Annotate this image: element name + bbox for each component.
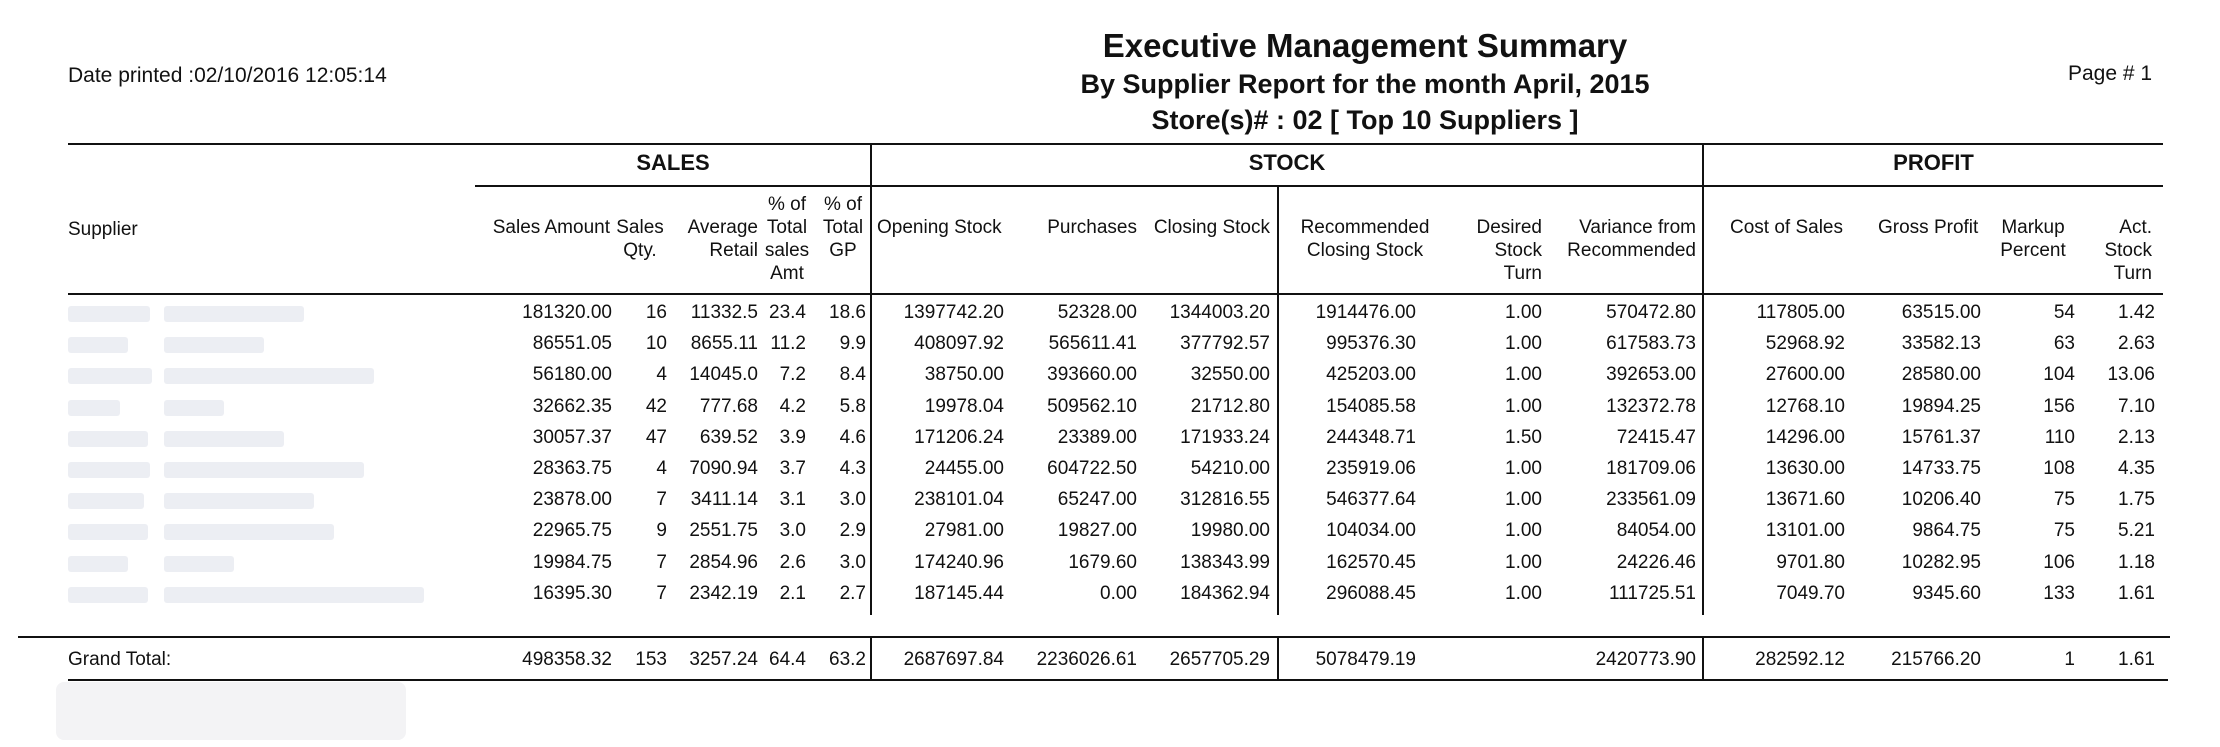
table-cell: 14296.00 xyxy=(1765,426,1845,448)
table-cell: 3.0 xyxy=(839,489,866,511)
total-top-rule xyxy=(18,636,2170,638)
table-cell: 5.21 xyxy=(2118,520,2155,542)
grand-total-cell: 498358.32 xyxy=(522,649,612,670)
col-act-stock-turn: Act. Stock Turn xyxy=(2104,217,2152,284)
table-cell: 7 xyxy=(656,551,667,573)
col-pct-total-sales: % of Total sales Amt xyxy=(764,194,810,284)
table-cell: 171933.24 xyxy=(1180,426,1270,448)
table-cell: 1.00 xyxy=(1505,520,1542,542)
table-cell: 104034.00 xyxy=(1326,520,1416,542)
redacted-supplier-name xyxy=(164,400,224,416)
table-cell: 15761.37 xyxy=(1901,426,1981,448)
grand-total-cell: 215766.20 xyxy=(1891,649,1981,670)
table-cell: 184362.94 xyxy=(1180,582,1270,604)
grand-total-cell: 282592.12 xyxy=(1755,649,1845,670)
table-cell: 52328.00 xyxy=(1057,302,1137,323)
table-cell: 1.00 xyxy=(1505,582,1542,604)
table-cell: 296088.45 xyxy=(1326,582,1416,604)
col-purchases: Purchases xyxy=(1047,217,1137,238)
redacted-supplier-name xyxy=(164,587,424,603)
table-cell: 12768.10 xyxy=(1765,395,1845,417)
table-cell: 7049.70 xyxy=(1776,582,1845,604)
group-stock: STOCK xyxy=(1248,150,1326,175)
table-cell: 19980.00 xyxy=(1190,520,1270,542)
stock-profit-divider xyxy=(1702,143,1704,615)
redacted-supplier-code xyxy=(68,400,120,416)
table-cell: 133 xyxy=(2043,582,2075,604)
redacted-supplier-name xyxy=(164,556,234,572)
table-cell: 0.00 xyxy=(1100,582,1137,604)
table-cell: 7.10 xyxy=(2118,395,2155,417)
col-desired-turn: Desired Stock Turn xyxy=(1476,217,1542,284)
group-profit: PROFIT xyxy=(1893,150,1974,175)
table-cell: 1.00 xyxy=(1505,364,1542,386)
table-cell: 104 xyxy=(2043,364,2075,386)
table-cell: 4.3 xyxy=(839,458,866,479)
redacted-supplier-code xyxy=(68,306,150,322)
redacted-supplier-code xyxy=(68,493,144,509)
table-cell: 312816.55 xyxy=(1180,489,1270,511)
table-cell: 84054.00 xyxy=(1616,520,1696,542)
table-cell: 75 xyxy=(2053,489,2075,511)
table-cell: 16395.30 xyxy=(532,582,612,604)
report-titles xyxy=(700,26,2030,138)
table-cell: 1.61 xyxy=(2118,582,2155,604)
table-cell: 3411.14 xyxy=(690,489,758,511)
total-divider-2 xyxy=(1277,638,1279,679)
table-cell: 54210.00 xyxy=(1190,458,1270,479)
table-cell: 21712.80 xyxy=(1190,395,1270,417)
redacted-supplier-name xyxy=(164,337,264,353)
table-cell: 28580.00 xyxy=(1901,364,1981,386)
table-cell: 7090.94 xyxy=(689,458,758,479)
redacted-supplier-name xyxy=(164,493,314,509)
grand-total-cell: 1.61 xyxy=(2118,649,2155,670)
table-cell: 106 xyxy=(2043,551,2075,573)
table-cell: 4.2 xyxy=(779,395,806,417)
redacted-supplier-code xyxy=(68,431,148,447)
grand-total-cell: 153 xyxy=(635,649,667,670)
table-cell: 18.6 xyxy=(829,302,866,323)
table-cell: 156 xyxy=(2043,395,2075,417)
redacted-supplier-name xyxy=(164,368,374,384)
col-opening-stock: Opening Stock xyxy=(877,217,1002,238)
table-cell: 19984.75 xyxy=(532,551,612,573)
grand-total-cell: 5078479.19 xyxy=(1315,649,1416,670)
table-cell: 3.9 xyxy=(779,426,806,448)
table-cell: 110 xyxy=(2044,426,2075,448)
table-cell: 408097.92 xyxy=(914,333,1004,355)
table-cell: 9864.75 xyxy=(1912,520,1981,542)
table-cell: 604722.50 xyxy=(1047,458,1137,479)
table-cell: 3.1 xyxy=(779,489,806,511)
table-cell: 4 xyxy=(656,458,667,479)
table-cell: 56180.00 xyxy=(532,364,612,386)
table-cell: 1.42 xyxy=(2118,302,2155,323)
table-cell: 9701.80 xyxy=(1776,551,1845,573)
col-average-retail: Average Retail xyxy=(687,217,758,261)
col-closing-stock: Closing Stock xyxy=(1153,217,1270,238)
table-cell: 138343.99 xyxy=(1180,551,1270,573)
table-cell: 9 xyxy=(656,520,667,542)
table-cell: 3.7 xyxy=(779,458,806,479)
redacted-supplier-name xyxy=(164,462,364,478)
table-cell: 377792.57 xyxy=(1180,333,1270,355)
table-cell: 19827.00 xyxy=(1057,520,1137,542)
table-cell: 11332.5 xyxy=(690,302,758,323)
table-cell: 47 xyxy=(645,426,667,448)
table-cell: 7.2 xyxy=(779,364,806,386)
total-bottom-rule xyxy=(68,679,2168,681)
table-cell: 4.6 xyxy=(839,426,866,448)
table-cell: 32550.00 xyxy=(1190,364,1270,386)
redacted-supplier-name xyxy=(164,306,304,322)
table-cell: 1.00 xyxy=(1505,333,1542,355)
table-cell: 7 xyxy=(656,582,667,604)
closing-divider xyxy=(1277,185,1279,615)
report-title: Executive Management Summary xyxy=(1102,27,1628,64)
header-bottom-rule xyxy=(68,293,2163,295)
table-cell: 2.63 xyxy=(2118,333,2155,355)
table-cell: 565611.41 xyxy=(1048,333,1137,355)
table-cell: 13671.60 xyxy=(1765,489,1845,511)
table-cell: 75 xyxy=(2053,520,2075,542)
grand-total-cell: 63.2 xyxy=(829,649,866,670)
table-cell: 4.35 xyxy=(2118,458,2155,479)
table-cell: 777.68 xyxy=(699,395,758,417)
grand-total-cell: 2236026.61 xyxy=(1036,649,1137,670)
table-cell: 33582.13 xyxy=(1901,333,1981,355)
table-cell: 8655.11 xyxy=(690,333,758,355)
table-cell: 23389.00 xyxy=(1057,426,1137,448)
table-cell: 16 xyxy=(645,302,667,323)
table-cell: 19894.25 xyxy=(1901,395,1981,417)
table-cell: 1.00 xyxy=(1505,489,1542,511)
store-line: Store(s)# : 02 [ Top 10 Suppliers ] xyxy=(1151,105,1579,135)
table-cell: 238101.04 xyxy=(914,489,1004,511)
table-cell: 24226.46 xyxy=(1616,551,1696,573)
table-cell: 1.00 xyxy=(1505,395,1542,417)
table-cell: 13630.00 xyxy=(1765,458,1845,479)
table-cell: 4 xyxy=(656,364,667,386)
table-cell: 7 xyxy=(656,489,667,511)
table-cell: 425203.00 xyxy=(1326,364,1416,386)
col-pct-total-gp: % of Total GP xyxy=(822,194,864,261)
grand-total-cell: 2420773.90 xyxy=(1595,649,1696,670)
col-cost-of-sales: Cost of Sales xyxy=(1730,217,1843,238)
table-cell: 32662.35 xyxy=(532,395,612,417)
redacted-supplier-name xyxy=(164,431,284,447)
table-cell: 570472.80 xyxy=(1606,302,1696,323)
table-cell: 117805.00 xyxy=(1756,302,1845,323)
table-cell: 235919.06 xyxy=(1326,458,1416,479)
table-cell: 28363.75 xyxy=(532,458,612,479)
table-cell: 111725.51 xyxy=(1609,582,1696,604)
redacted-supplier-name xyxy=(164,524,334,540)
table-cell: 181320.00 xyxy=(522,302,612,323)
table-cell: 181709.06 xyxy=(1606,458,1696,479)
total-divider-3 xyxy=(1702,638,1704,679)
table-cell: 392653.00 xyxy=(1606,364,1696,386)
table-cell: 27981.00 xyxy=(924,520,1004,542)
col-markup-percent: Markup Percent xyxy=(2000,217,2066,261)
table-top-rule xyxy=(68,143,2163,145)
table-cell: 65247.00 xyxy=(1057,489,1137,511)
redacted-supplier-code xyxy=(68,556,128,572)
table-cell: 162570.45 xyxy=(1326,551,1416,573)
table-cell: 9345.60 xyxy=(1912,582,1981,604)
table-cell: 154085.58 xyxy=(1326,395,1416,417)
table-cell: 14733.75 xyxy=(1901,458,1981,479)
table-cell: 509562.10 xyxy=(1047,395,1137,417)
table-cell: 24455.00 xyxy=(924,458,1004,479)
table-cell: 1.18 xyxy=(2118,551,2155,573)
table-cell: 174240.96 xyxy=(914,551,1004,573)
table-cell: 13.06 xyxy=(2107,364,2155,386)
table-cell: 1397742.20 xyxy=(903,302,1004,323)
scan-smudge xyxy=(56,682,406,740)
col-variance: Variance from Recommended xyxy=(1567,217,1696,261)
page-number: Page # 1 xyxy=(2068,62,2153,85)
table-cell: 11.2 xyxy=(770,333,806,355)
table-cell: 13101.00 xyxy=(1765,520,1845,542)
table-cell: 63 xyxy=(2053,333,2075,355)
grand-total-cell: 3257.24 xyxy=(689,649,758,670)
table-cell: 63515.00 xyxy=(1901,302,1981,323)
table-cell: 1.00 xyxy=(1505,551,1542,573)
table-cell: 2.13 xyxy=(2118,426,2155,448)
table-cell: 2.7 xyxy=(839,582,866,604)
table-cell: 23878.00 xyxy=(532,489,612,511)
table-cell: 1344003.20 xyxy=(1169,302,1270,323)
table-cell: 2551.75 xyxy=(689,520,758,542)
redacted-supplier-code xyxy=(68,462,150,478)
grand-total-label: Grand Total: xyxy=(68,649,172,670)
grand-total-cell: 2687697.84 xyxy=(903,649,1004,670)
table-cell: 86551.05 xyxy=(532,333,612,355)
grand-total-cell: 2657705.29 xyxy=(1169,649,1270,670)
table-cell: 187145.44 xyxy=(914,582,1004,604)
table-cell: 38750.00 xyxy=(924,364,1004,386)
col-sales-amount: Sales Amount xyxy=(492,217,610,238)
table-cell: 10282.95 xyxy=(1901,551,1981,573)
date-printed: Date printed :02/10/2016 12:05:14 xyxy=(68,64,387,87)
sales-stock-divider xyxy=(870,143,872,615)
report-subtitle: By Supplier Report for the month April, 2015 xyxy=(1080,69,1650,99)
table-cell: 639.52 xyxy=(699,426,758,448)
group-sales: SALES xyxy=(636,150,710,175)
col-sales-qty: Sales Qty. xyxy=(616,217,664,261)
table-cell: 14045.0 xyxy=(689,364,758,386)
table-cell: 244348.71 xyxy=(1326,426,1416,448)
table-cell: 617583.73 xyxy=(1606,333,1696,355)
col-supplier: Supplier xyxy=(68,219,138,240)
table-cell: 1.00 xyxy=(1505,458,1542,479)
table-cell: 10206.40 xyxy=(1901,489,1981,511)
col-recommended-closing: Recommended Closing Stock xyxy=(1300,217,1430,261)
table-cell: 393660.00 xyxy=(1047,364,1137,386)
table-cell: 2.1 xyxy=(779,582,806,604)
table-cell: 171206.24 xyxy=(914,426,1004,448)
table-cell: 52968.92 xyxy=(1765,333,1845,355)
redacted-supplier-code xyxy=(68,524,148,540)
total-divider-1 xyxy=(870,638,872,679)
table-cell: 5.8 xyxy=(839,395,866,417)
grand-total-cell: 1 xyxy=(2064,649,2075,670)
table-cell: 995376.30 xyxy=(1326,333,1416,355)
grand-total-cell: 64.4 xyxy=(769,649,806,670)
redacted-supplier-code xyxy=(68,337,128,353)
redacted-supplier-code xyxy=(68,368,152,384)
table-cell: 19978.04 xyxy=(924,395,1004,417)
table-cell: 108 xyxy=(2043,458,2075,479)
table-cell: 23.4 xyxy=(769,302,806,323)
col-gross-profit: Gross Profit xyxy=(1878,217,1979,238)
table-cell: 1914476.00 xyxy=(1315,302,1416,323)
table-cell: 2342.19 xyxy=(689,582,758,604)
table-cell: 8.4 xyxy=(839,364,866,386)
table-cell: 3.0 xyxy=(779,520,806,542)
redacted-supplier-code xyxy=(68,587,148,603)
table-cell: 546377.64 xyxy=(1326,489,1416,511)
table-cell: 132372.78 xyxy=(1606,395,1696,417)
table-cell: 233561.09 xyxy=(1606,489,1696,511)
table-cell: 30057.37 xyxy=(532,426,612,448)
table-cell: 1.75 xyxy=(2118,489,2155,511)
table-cell: 2.6 xyxy=(779,551,806,573)
table-cell: 27600.00 xyxy=(1765,364,1845,386)
table-cell: 2854.96 xyxy=(689,551,758,573)
table-cell: 1.00 xyxy=(1505,302,1542,323)
table-cell: 9.9 xyxy=(839,333,866,355)
table-cell: 3.0 xyxy=(839,551,866,573)
table-cell: 1.50 xyxy=(1505,426,1542,448)
table-cell: 42 xyxy=(645,395,667,417)
table-cell: 54 xyxy=(2053,302,2075,323)
table-cell: 72415.47 xyxy=(1616,426,1696,448)
group-divider-rule xyxy=(475,185,2163,187)
table-cell: 1679.60 xyxy=(1068,551,1137,573)
table-cell: 2.9 xyxy=(839,520,866,542)
table-cell: 10 xyxy=(645,333,667,355)
table-cell: 22965.75 xyxy=(532,520,612,542)
